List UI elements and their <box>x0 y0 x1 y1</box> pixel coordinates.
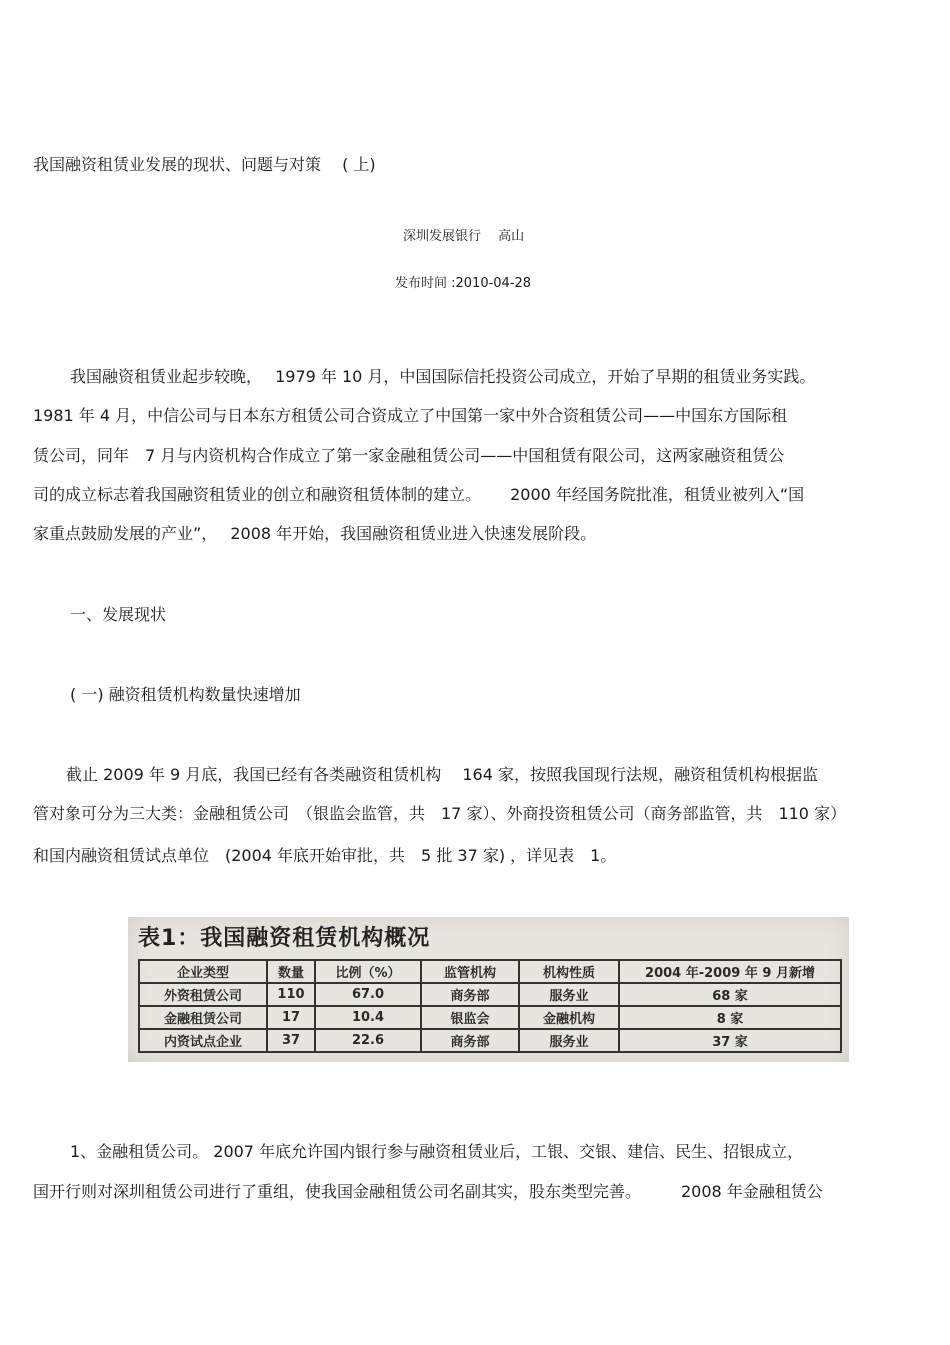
paragraph-line: 1、金融租赁公司。 2007 年底允许国内银行参与融资租赁业后，工银、交银、建信、民生、招银成立， <box>70 1142 804 1161</box>
table-cell: 110 <box>267 983 315 1006</box>
table-cell: 银监会 <box>421 1006 519 1029</box>
table-cell: 37 家 <box>619 1029 841 1052</box>
publish-date: 发布时间 :2010-04-28 <box>395 276 532 291</box>
paragraph-line: 截止 2009 年 9 月底，我国已经有各类融资租赁机构 164 家，按照我国现行法规，融资租赁机构根据监 <box>66 765 818 784</box>
table-cell: 服务业 <box>519 983 619 1006</box>
table-row <box>139 1029 841 1052</box>
paragraph-line: 1981 年 4 月，中信公司与日本东方租赁公司合资成立了中国第一家中外合资租赁公司——中国东方国际租 <box>33 406 788 425</box>
table-cell: 8 家 <box>619 1006 841 1029</box>
institution-table <box>138 959 842 1053</box>
section-heading: 一、发展现状 <box>70 605 167 624</box>
paragraph-line: 国开行则对深圳租赁公司进行了重组，使我国金融租赁公司名副其实，股东类型完善。 2008 年金融租赁公 <box>33 1182 823 1201</box>
table-cell: 服务业 <box>519 1029 619 1052</box>
table-title: 表1：我国融资租赁机构概况 <box>138 926 431 951</box>
table-cell: 内资试点企业 <box>139 1029 267 1052</box>
table-header-cell: 机构性质 <box>519 960 619 983</box>
table-cell: 68 家 <box>619 983 841 1006</box>
table-cell: 10.4 <box>315 1006 421 1029</box>
table-header-cell: 数量 <box>267 960 315 983</box>
paragraph-line: 我国融资租赁业起步较晚， 1979 年 10 月，中国国际信托投资公司成立，开始了早期的租赁业务实践。 <box>70 367 816 386</box>
table-header-cell: 监管机构 <box>421 960 519 983</box>
table-header-cell: 比例（%） <box>315 960 421 983</box>
table-row <box>139 1006 841 1029</box>
paragraph-line: 管对象可分为三大类：金融租赁公司 （银监会监管，共 17 家）、外商投资租赁公司（商务部监管，共 110 家） <box>33 804 847 823</box>
table-cell: 67.0 <box>315 983 421 1006</box>
subsection-heading: ( 一) 融资租赁机构数量快速增加 <box>70 685 301 704</box>
table-1-image <box>128 917 849 1062</box>
table-row <box>139 983 841 1006</box>
table-header-row <box>139 960 841 983</box>
table-cell: 22.6 <box>315 1029 421 1052</box>
table-header-cell: 2004 年-2009 年 9 月新增 <box>619 960 841 983</box>
article-author: 深圳发展银行 高山 <box>403 229 525 244</box>
paragraph-line: 家重点鼓励发展的产业”， 2008 年开始，我国融资租赁业进入快速发展阶段。 <box>33 524 597 543</box>
table-cell: 17 <box>267 1006 315 1029</box>
paragraph-line: 和国内融资租赁试点单位 (2004 年底开始审批，共 5 批 37 家) ，详见表 1。 <box>33 846 617 865</box>
table-cell: 金融租赁公司 <box>139 1006 267 1029</box>
table-cell: 外资租赁公司 <box>139 983 267 1006</box>
paragraph-line: 赁公司，同年 7 月与内资机构合作成立了第一家金融租赁公司——中国租赁有限公司，这两家融资租赁公 <box>33 446 785 465</box>
table-cell: 商务部 <box>421 983 519 1006</box>
table-cell: 商务部 <box>421 1029 519 1052</box>
table-header-cell: 企业类型 <box>139 960 267 983</box>
table-cell: 37 <box>267 1029 315 1052</box>
table-cell: 金融机构 <box>519 1006 619 1029</box>
paragraph-line: 司的成立标志着我国融资租赁业的创立和融资租赁体制的建立。 2000 年经国务院批准，租赁业被列入“国 <box>33 485 805 504</box>
article-title: 我国融资租赁业发展的现状、问题与对策 ( 上) <box>33 155 376 174</box>
